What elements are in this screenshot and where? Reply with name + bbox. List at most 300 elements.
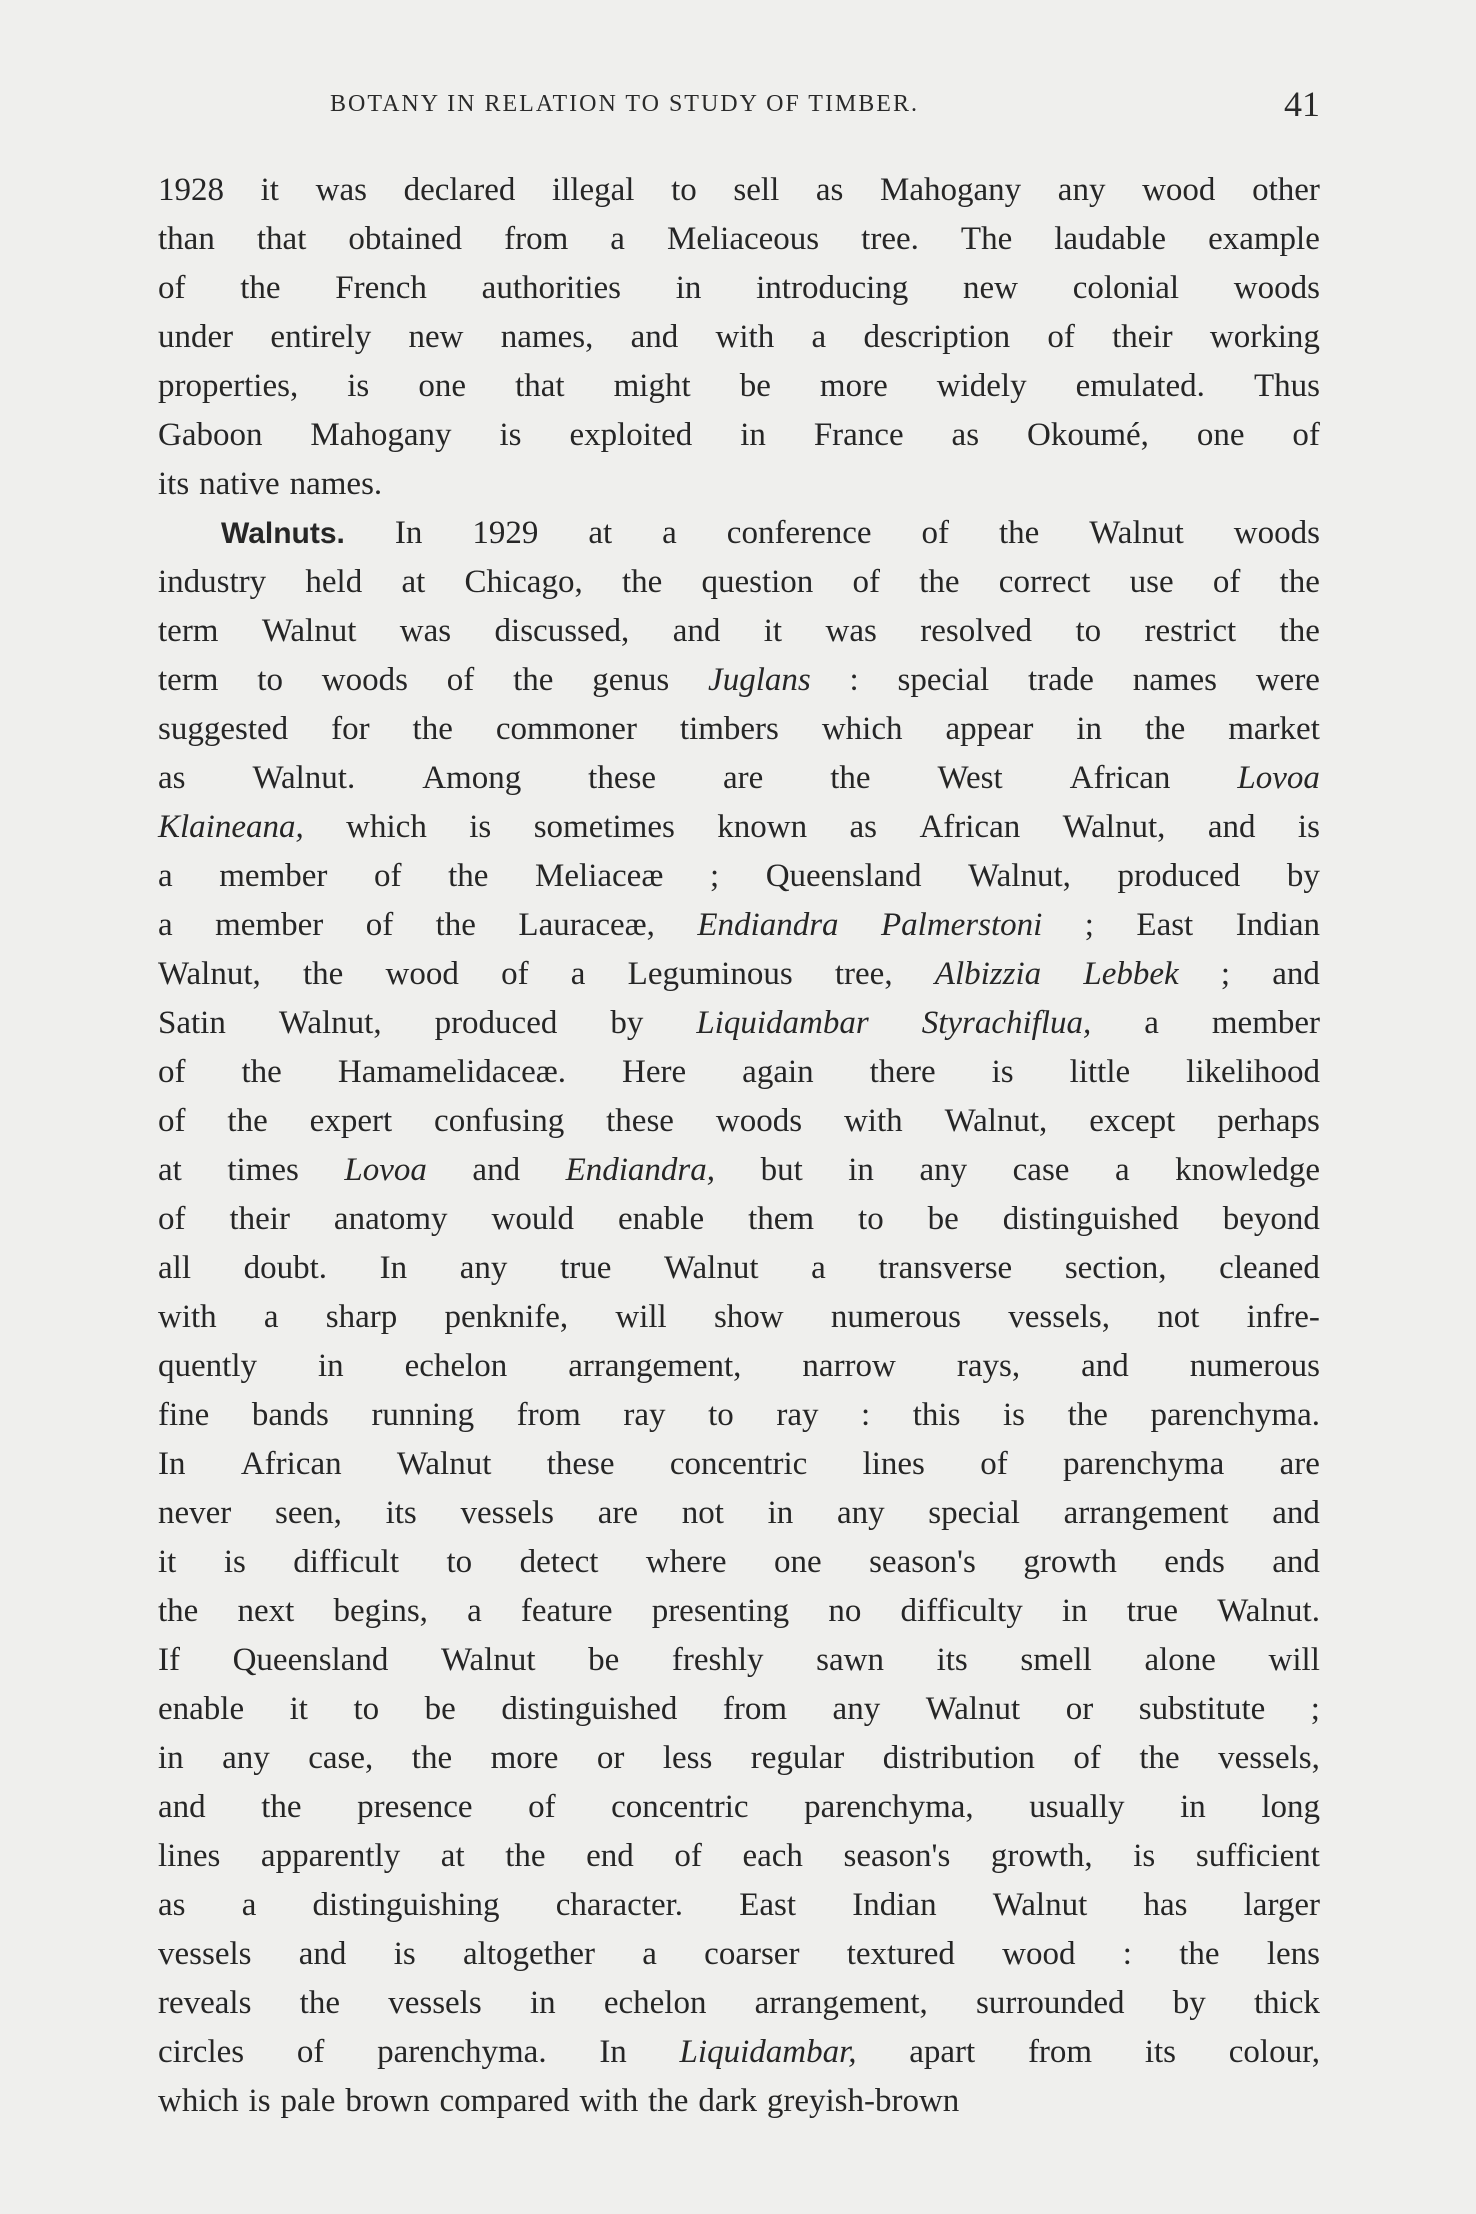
- word: of: [980, 1446, 1008, 1482]
- word: Walnut,: [158, 956, 261, 992]
- word: laudable: [1054, 221, 1167, 257]
- word: at: [401, 564, 426, 600]
- word: exploited: [569, 417, 693, 453]
- word: from: [504, 221, 569, 257]
- word: will: [615, 1299, 667, 1335]
- word: timbers: [679, 711, 779, 747]
- word: Queensland: [232, 1642, 389, 1678]
- text-line: [158, 1685, 1320, 1734]
- word: suggested: [158, 711, 289, 747]
- word: term: [158, 613, 219, 649]
- word: Walnut.: [252, 760, 356, 796]
- text-line: [158, 1048, 1320, 1097]
- word: season's: [869, 1544, 976, 1580]
- word: vessels,: [1218, 1740, 1320, 1776]
- text-line: [158, 999, 1320, 1048]
- word: the: [1179, 1936, 1220, 1972]
- word: little: [1069, 1054, 1131, 1090]
- text-line: [158, 1489, 1320, 1538]
- text-line: [158, 1881, 1320, 1930]
- paragraph-mahogany: [158, 166, 1320, 509]
- word: will: [1268, 1642, 1320, 1678]
- word: widely: [936, 368, 1027, 404]
- word: Lebbek: [1083, 956, 1179, 992]
- word: cleaned: [1219, 1250, 1320, 1286]
- word: any: [836, 1495, 885, 1531]
- word: be: [739, 368, 771, 404]
- text-line: [158, 509, 1320, 558]
- text-line: [158, 705, 1320, 754]
- running-title: BOTANY IN RELATION TO STUDY OF TIMBER.: [330, 91, 919, 117]
- word: the: [411, 1740, 453, 1776]
- word: known: [717, 809, 808, 845]
- word: again: [742, 1054, 814, 1090]
- text-line: [158, 1979, 1320, 2028]
- text-line: [158, 1342, 1320, 1391]
- word: commoner: [495, 711, 637, 747]
- word: French: [335, 270, 427, 306]
- word: Mahogany: [880, 172, 1022, 208]
- word: character.: [555, 1887, 684, 1923]
- word: it: [158, 1544, 177, 1580]
- word: of: [1292, 417, 1320, 453]
- word: Walnut,: [1062, 809, 1166, 845]
- word: section,: [1064, 1250, 1167, 1286]
- word: held: [305, 564, 363, 600]
- word: arrangement,: [568, 1348, 742, 1384]
- text-line: [158, 460, 1320, 509]
- word: compared: [439, 2083, 570, 2119]
- word: the: [241, 1054, 282, 1090]
- word: Walnut: [396, 1446, 492, 1482]
- word: of: [158, 1054, 186, 1090]
- word: Lovoa: [344, 1152, 427, 1188]
- text-line: [158, 558, 1320, 607]
- word: rays,: [956, 1348, 1021, 1384]
- word: brown: [345, 2083, 430, 2119]
- word: names: [1132, 662, 1218, 698]
- word: and: [1272, 1495, 1320, 1531]
- word: is: [248, 2083, 271, 2119]
- word: :: [1122, 1936, 1132, 1972]
- word: regular: [750, 1740, 845, 1776]
- word: new: [408, 319, 464, 355]
- word: except: [1089, 1103, 1176, 1139]
- word: with: [843, 1103, 903, 1139]
- word: wood: [1142, 172, 1216, 208]
- word: but: [760, 1152, 803, 1188]
- word: enable: [618, 1201, 705, 1237]
- word: of: [1212, 564, 1241, 600]
- word: a: [570, 956, 586, 992]
- word: or: [596, 1740, 625, 1776]
- word: more: [490, 1740, 559, 1776]
- text-line: [158, 2077, 1320, 2126]
- word: in: [1180, 1789, 1206, 1825]
- word: Walnut.: [1217, 1593, 1320, 1629]
- word: entirely: [270, 319, 372, 355]
- word: sometimes: [533, 809, 675, 845]
- word: the: [505, 1838, 546, 1874]
- text-line: [158, 313, 1320, 362]
- word: resolved: [920, 613, 1033, 649]
- word: West: [937, 760, 1003, 796]
- word: of: [501, 956, 529, 992]
- word: the: [1139, 1740, 1180, 1776]
- word: of: [674, 1838, 702, 1874]
- word: sharp: [325, 1299, 398, 1335]
- word: as: [849, 809, 878, 845]
- word: Klaineana,: [158, 809, 304, 845]
- word: is: [223, 1544, 246, 1580]
- word: next: [237, 1593, 295, 1629]
- word: apart: [909, 2034, 976, 2070]
- word: that: [515, 368, 565, 404]
- word: and: [1272, 956, 1320, 992]
- word: ;: [1220, 956, 1231, 992]
- word: tree,: [834, 956, 893, 992]
- word: smell: [1020, 1642, 1092, 1678]
- word: long: [1261, 1789, 1320, 1825]
- word: distinguishing: [312, 1887, 500, 1923]
- word: question: [701, 564, 814, 600]
- word: than: [158, 221, 215, 257]
- text-line: [158, 2028, 1320, 2077]
- word: of: [374, 858, 402, 894]
- word: a: [1114, 1152, 1130, 1188]
- word: in: [158, 1740, 184, 1776]
- text-line: [158, 607, 1320, 656]
- word: woods: [1233, 270, 1320, 306]
- word: in: [1076, 711, 1103, 747]
- word: be: [927, 1201, 959, 1237]
- word: reveals: [158, 1985, 252, 2021]
- word: native: [199, 466, 280, 502]
- word: quently: [158, 1348, 257, 1384]
- word: vessels,: [1008, 1299, 1110, 1335]
- text-line: [158, 852, 1320, 901]
- word: numerous: [1189, 1348, 1320, 1384]
- word: Indian: [852, 1887, 937, 1923]
- word: trade: [1027, 662, 1094, 698]
- word: authorities: [481, 270, 621, 306]
- word: lens: [1266, 1936, 1320, 1972]
- word: is: [1133, 1838, 1156, 1874]
- word: Endiandra: [697, 907, 839, 943]
- word: begins,: [333, 1593, 428, 1629]
- word: the: [919, 564, 960, 600]
- word: it: [289, 1691, 308, 1727]
- word: the: [158, 1593, 199, 1629]
- word: are: [1279, 1446, 1320, 1482]
- word: and: [298, 1936, 347, 1972]
- word: the: [412, 711, 453, 747]
- word: as: [158, 760, 186, 796]
- word: it: [260, 172, 279, 208]
- word: never: [158, 1495, 232, 1531]
- text-line: [158, 1391, 1320, 1440]
- word: Styrachiflua,: [921, 1005, 1092, 1041]
- word: at: [588, 515, 613, 551]
- word: In: [158, 1446, 186, 1482]
- word: description: [863, 319, 1011, 355]
- word: as: [158, 1887, 186, 1923]
- text-line: [158, 1244, 1320, 1293]
- word: distinguished: [1002, 1201, 1179, 1237]
- word: the: [261, 1789, 302, 1825]
- word: seen,: [275, 1495, 342, 1531]
- word: distinguished: [501, 1691, 678, 1727]
- word: echelon: [603, 1985, 707, 2021]
- word: of: [921, 515, 949, 551]
- word: Among: [422, 760, 522, 796]
- word: Walnut: [992, 1887, 1088, 1923]
- word: under: [158, 319, 234, 355]
- word: in: [529, 1985, 556, 2021]
- text-line: [158, 264, 1320, 313]
- word: which: [821, 711, 903, 747]
- word: restrict: [1144, 613, 1237, 649]
- word: member: [215, 907, 324, 943]
- word: the: [1144, 711, 1186, 747]
- word: any: [459, 1250, 508, 1286]
- word: 1928: [158, 172, 224, 208]
- word: are: [597, 1495, 638, 1531]
- word: Meliaceous: [667, 221, 820, 257]
- word: are: [722, 760, 764, 796]
- word: the: [998, 515, 1040, 551]
- word: it: [763, 613, 783, 649]
- word: knowledge: [1175, 1152, 1320, 1188]
- word: of: [158, 1103, 186, 1139]
- word: to: [353, 1691, 380, 1727]
- word: freshly: [671, 1642, 764, 1678]
- word: dark: [698, 2083, 757, 2119]
- word: of: [365, 907, 394, 943]
- word: not: [1157, 1299, 1200, 1335]
- word: true: [560, 1250, 612, 1286]
- word: Satin: [158, 1005, 226, 1041]
- text-line: [158, 1146, 1320, 1195]
- text-line: [158, 1636, 1320, 1685]
- word: genus: [592, 662, 670, 698]
- word: the: [435, 907, 476, 943]
- word: their: [1112, 319, 1173, 355]
- word: these: [606, 1103, 674, 1139]
- word: arrangement,: [754, 1985, 928, 2021]
- word: member: [1211, 1005, 1320, 1041]
- word: presence: [357, 1789, 473, 1825]
- word: in: [848, 1152, 874, 1188]
- word: vessels: [388, 1985, 482, 2021]
- word: transverse: [878, 1250, 1013, 1286]
- word: colonial: [1072, 270, 1180, 306]
- word: names,: [500, 319, 594, 355]
- word: which: [158, 2083, 239, 2119]
- word: from: [1027, 2034, 1093, 2070]
- word: pale: [280, 2083, 336, 2119]
- word: difficulty: [900, 1593, 1023, 1629]
- word: appear: [945, 711, 1034, 747]
- word: a: [811, 319, 827, 355]
- word: narrow: [802, 1348, 896, 1384]
- word: the: [648, 2083, 689, 2119]
- word: ends: [1164, 1544, 1225, 1580]
- word: the: [302, 956, 344, 992]
- word: emulated.: [1075, 368, 1205, 404]
- word: to: [257, 662, 283, 698]
- running-head: [330, 84, 1330, 128]
- word: larger: [1243, 1887, 1320, 1923]
- word: Leguminous: [627, 956, 793, 992]
- word: arrangement: [1063, 1495, 1229, 1531]
- word: In: [394, 515, 423, 551]
- word: woods: [1233, 515, 1320, 551]
- word: produced: [434, 1005, 558, 1041]
- word: The: [960, 221, 1013, 257]
- word: any: [832, 1691, 881, 1727]
- word: and: [1272, 1544, 1320, 1580]
- word: was: [825, 613, 877, 649]
- word: declared: [403, 172, 516, 208]
- word: of: [296, 2034, 325, 2070]
- word: enable: [158, 1691, 245, 1727]
- text-line: [158, 1930, 1320, 1979]
- word: numerous: [830, 1299, 962, 1335]
- word: Indian: [1235, 907, 1320, 943]
- word: is: [991, 1054, 1014, 1090]
- word: each: [742, 1838, 803, 1874]
- word: from: [722, 1691, 788, 1727]
- word: woods: [321, 662, 408, 698]
- word: a: [467, 1593, 482, 1629]
- word: is: [499, 417, 522, 453]
- word: and: [630, 319, 679, 355]
- word: thick: [1253, 1985, 1320, 2021]
- word: Liquidambar: [696, 1005, 869, 1041]
- word: Here: [622, 1054, 687, 1090]
- word: is: [469, 809, 492, 845]
- word: one: [418, 368, 466, 404]
- word: the: [1279, 564, 1320, 600]
- word: is: [1003, 1397, 1026, 1433]
- word: in: [740, 417, 766, 453]
- word: concentric: [669, 1446, 808, 1482]
- word: colour,: [1228, 2034, 1320, 2070]
- word: in: [1061, 1593, 1088, 1629]
- word: confusing: [434, 1103, 565, 1139]
- word: Mahogany: [310, 417, 452, 453]
- word: Walnut: [664, 1250, 759, 1286]
- word: term: [158, 662, 219, 698]
- word: Thus: [1253, 368, 1320, 404]
- word: Walnut: [261, 613, 357, 649]
- word: example: [1208, 221, 1320, 257]
- word: a: [1144, 1005, 1159, 1041]
- body-text: [158, 166, 1320, 2126]
- word: of: [528, 1789, 556, 1825]
- word: as: [815, 172, 844, 208]
- word: with: [158, 1299, 217, 1335]
- word: the: [299, 1985, 340, 2021]
- word: obtained: [348, 221, 463, 257]
- word: one: [1196, 417, 1245, 453]
- word: of: [446, 662, 475, 698]
- word: Chicago,: [464, 564, 583, 600]
- word: its: [385, 1495, 417, 1531]
- word: Gaboon: [158, 417, 263, 453]
- word: is: [393, 1936, 416, 1972]
- word: the: [240, 270, 281, 306]
- word: concentric: [611, 1789, 749, 1825]
- word: usually: [1029, 1789, 1125, 1825]
- word: vessels: [460, 1495, 554, 1531]
- word: If: [158, 1642, 180, 1678]
- word: altogether: [463, 1936, 595, 1972]
- word: that: [256, 221, 307, 257]
- word: the: [227, 1103, 268, 1139]
- word: :: [861, 1397, 871, 1433]
- word: with: [715, 319, 775, 355]
- text-line: [158, 362, 1320, 411]
- word: be: [588, 1642, 620, 1678]
- text-line: [158, 656, 1320, 705]
- word: East: [739, 1887, 797, 1923]
- word: detect: [519, 1544, 599, 1580]
- word: might: [613, 368, 691, 404]
- word: and: [158, 1789, 206, 1825]
- word: Lauraceæ,: [518, 907, 655, 943]
- word: ;: [1084, 907, 1094, 943]
- word: growth,: [990, 1838, 1093, 1874]
- word: of: [158, 270, 186, 306]
- word: expert: [309, 1103, 393, 1139]
- word: parenchyma.: [377, 2034, 547, 2070]
- word: and: [1081, 1348, 1129, 1384]
- word: presenting: [651, 1593, 790, 1629]
- word: in: [317, 1348, 344, 1384]
- word: by: [1286, 858, 1320, 894]
- word: lines: [862, 1446, 925, 1482]
- word: case: [1012, 1152, 1070, 1188]
- word: vessels: [158, 1936, 252, 1972]
- word: running: [371, 1397, 475, 1433]
- word: any: [1057, 172, 1106, 208]
- word: for: [331, 711, 370, 747]
- word: of: [1047, 319, 1075, 355]
- word: more: [819, 368, 888, 404]
- word: Walnut: [1089, 515, 1184, 551]
- word: is: [347, 368, 370, 404]
- text-line: [158, 1440, 1320, 1489]
- word: a: [158, 858, 173, 894]
- word: parenchyma: [1063, 1446, 1225, 1482]
- word: was: [399, 613, 452, 649]
- word: In: [599, 2034, 627, 2070]
- word: surrounded: [976, 1985, 1125, 2021]
- word: in: [767, 1495, 794, 1531]
- word: 1929: [472, 515, 539, 551]
- word: to: [446, 1544, 473, 1580]
- word: a: [158, 907, 173, 943]
- word: perhaps: [1217, 1103, 1320, 1139]
- word: sufficient: [1195, 1838, 1320, 1874]
- word: ;: [709, 858, 720, 894]
- text-line: [158, 215, 1320, 264]
- word: African: [919, 809, 1021, 845]
- word: and: [472, 1152, 521, 1188]
- word: Okoumé,: [1026, 417, 1149, 453]
